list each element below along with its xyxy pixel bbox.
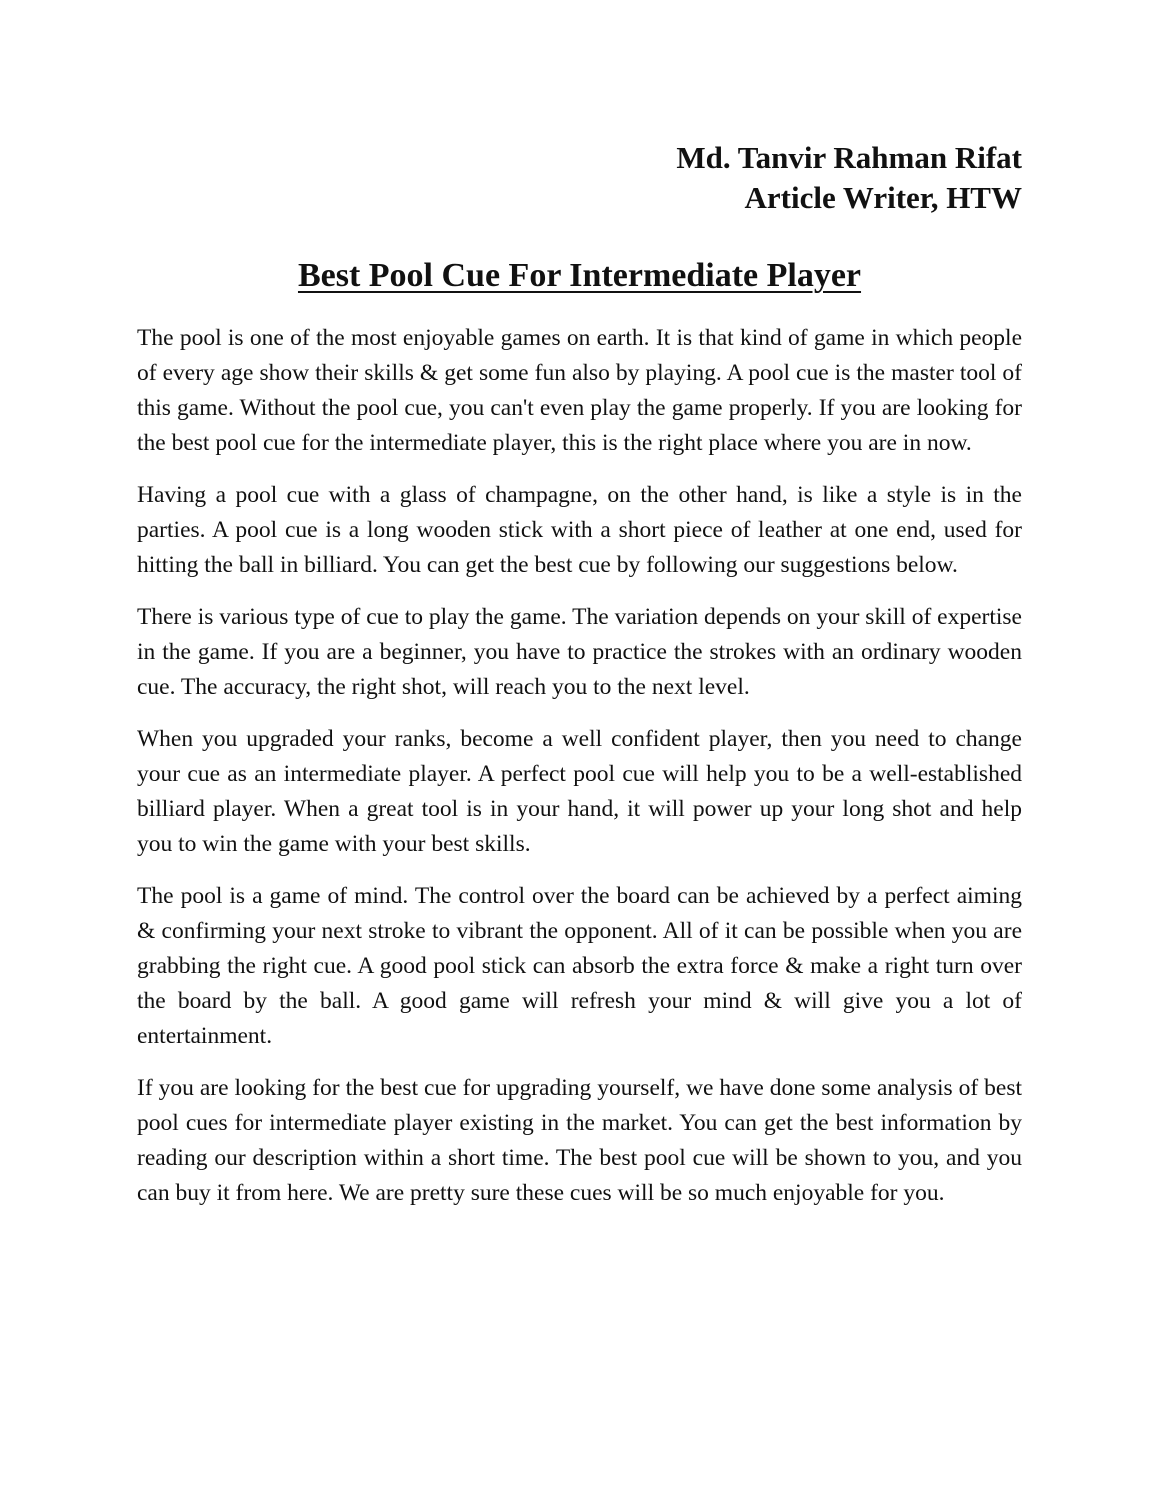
author-name: Md. Tanvir Rahman Rifat (676, 140, 1022, 175)
author-role: Article Writer, HTW (744, 180, 1022, 215)
paragraph-2: Having a pool cue with a glass of champagne, on the other hand, is like a style is in the parties. A pool cue is a long wooden stick with a short piece of leather at one end, used for hitting the ball in billiard. You can get the best cue by following our suggestions below. (137, 482, 1022, 578)
paragraph-1: The pool is one of the most enjoyable games on earth. It is that kind of game in which people of every age show their skills & get some fun also by playing. A pool cue is the master tool of this game. Without the pool cue, you can't even play the game properly. If you are looking for the best pool cue for the intermediate player, this is the right place where you are in now. (137, 325, 1022, 456)
paragraph-5: The pool is a game of mind. The control over the board can be achieved by a perfect aiming & confirming your next stroke to vibrant the opponent. All of it can be possible when you are grabbing the right cue. A good pool stick can absorb the extra force & make a right turn over the board by the ball. A good game will refresh your mind & will give you a lot of entertainment. (137, 883, 1022, 1049)
author-byline (676, 138, 1022, 218)
article-body (137, 321, 1022, 1228)
article-title-wrapper (0, 254, 1159, 298)
paragraph-4: When you upgraded your ranks, become a well confident player, then you need to change your cue as an intermediate player. A perfect pool cue will help you to be a well-established billiard player. When a great tool is in your hand, it will power up your long shot and help you to win the game with your best skills. (137, 726, 1022, 857)
paragraph-6: If you are looking for the best cue for upgrading yourself, we have done some analysis of best pool cues for intermediate player existing in the market. You can get the best information by reading our description within a short time. The best pool cue will be shown to you, and you can buy it from here. We are pretty sure these cues will be so much enjoyable for you. (137, 1075, 1022, 1206)
article-title: Best Pool Cue For Intermediate Player (297, 257, 862, 294)
paragraph-3: There is various type of cue to play the game. The variation depends on your skill of expertise in the game. If you are a beginner, you have to practice the strokes with an ordinary wooden cue. The accuracy, the right shot, will reach you to the next level. (137, 604, 1022, 700)
